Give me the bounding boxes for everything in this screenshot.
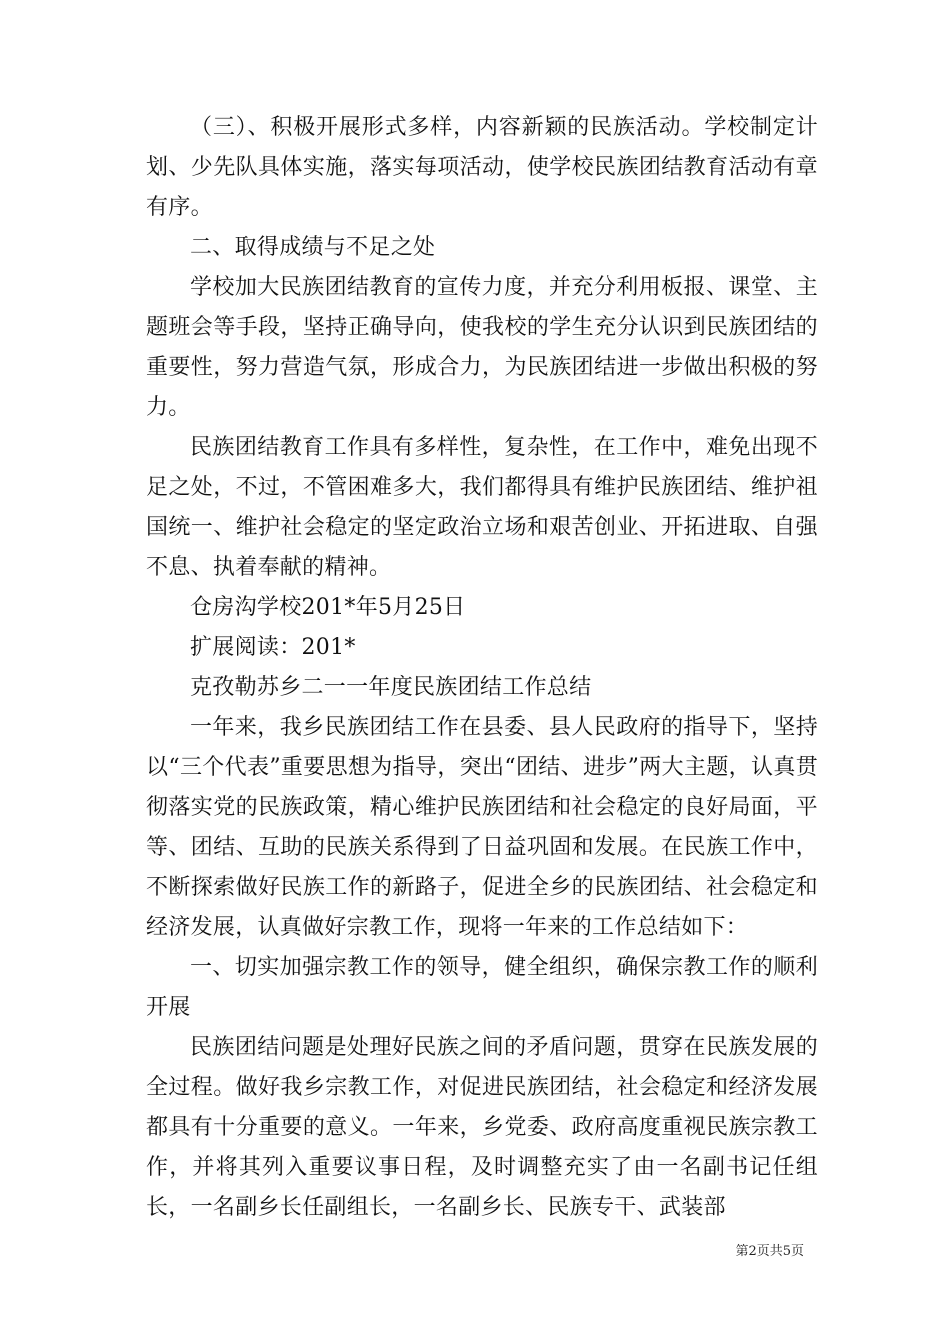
page-number: 第2页共5页 [735, 1244, 804, 1259]
section-heading: 一、切实加强宗教工作的领导，健全组织，确保宗教工作的顺利开展 [146, 955, 818, 1020]
paragraph: 学校加大民族团结教育的宣传力度，并充分利用板报、课堂、主题班会等手段，坚持正确导向，使我校的学生充分认识到民族团结的重要性，努力营造气氛，形成合力，为民族团结进一步做出积极的努力。 [146, 275, 818, 420]
paragraph: （三）、积极开展形式多样，内容新颖的民族活动。学校制定计划、少先队具体实施，落实每项活动，使学校民族团结教育活动有章有序。 [146, 115, 818, 220]
signature-date: 仓房沟学校201*年5月25日 [190, 595, 466, 620]
paragraph: 民族团结问题是处理好民族之间的矛盾问题，贯穿在民族发展的全过程。做好我乡宗教工作，对促进民族团结，社会稳定和经济发展都具有十分重要的意义。一年来，乡党委、政府高度重视民族宗教工作，并将其列入重要议事日程，及时调整充实了由一名副书记任组长，一名副乡长任副组长，一名副乡长、民族专干、武装部 [146, 1035, 818, 1220]
document-body [146, 108, 818, 1228]
paragraph: 一年来，我乡民族团结工作在县委、县人民政府的指导下，坚持以“三个代表”重要思想为指导，突出“团结、进步”两大主题，认真贯彻落实党的民族政策，精心维护民族团结和社会稳定的良好局面，平等、团结、互助的民族关系得到了日益巩固和发展。在民族工作中，不断探索做好民族工作的新路子，促进全乡的民族团结、社会稳定和经济发展，认真做好宗教工作，现将一年来的工作总结如下： [146, 715, 818, 940]
extended-reading-label: 扩展阅读：201* [190, 635, 356, 660]
paragraph: 民族团结教育工作具有多样性，复杂性，在工作中，难免出现不足之处，不过，不管困难多大，我们都得具有维护民族团结、维护祖国统一、维护社会稳定的坚定政治立场和艰苦创业、开拓进取、自强不息、执着奉献的精神。 [146, 435, 818, 580]
section-heading: 二、取得成绩与不足之处 [190, 235, 436, 260]
document-title: 克孜勒苏乡二一一年度民族团结工作总结 [190, 675, 592, 700]
